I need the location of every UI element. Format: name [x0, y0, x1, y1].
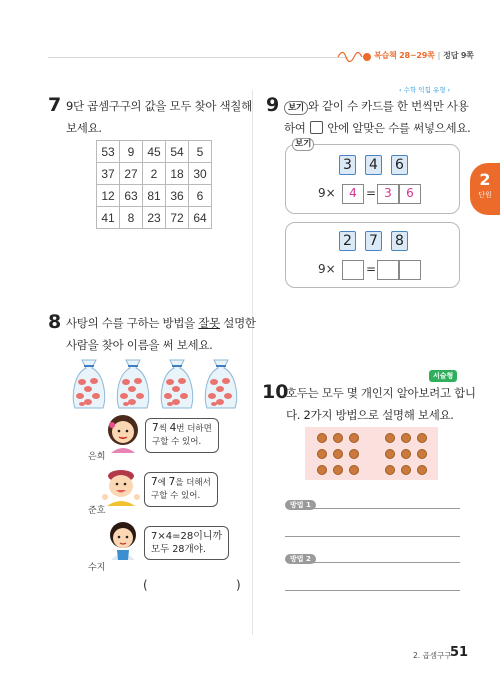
method-2-tag: 방법 2 — [285, 554, 316, 564]
grid-cell[interactable]: 63 — [120, 185, 143, 207]
girl-eunhee-icon — [103, 413, 143, 455]
answer-input-box[interactable] — [377, 260, 399, 280]
problem-10-text — [286, 382, 476, 426]
problem-7-number: 7 — [48, 94, 62, 116]
candy-bag-icon — [70, 356, 108, 412]
candy-bags-illustration — [70, 356, 240, 412]
number-card: 7 — [365, 231, 382, 251]
speech-text: 번 더하면 — [176, 424, 212, 434]
example-equals: = — [366, 186, 377, 200]
header-rule — [48, 57, 348, 58]
example-answer-box: 3 — [377, 184, 399, 204]
example-eq-left: 9× — [318, 186, 336, 200]
answer-input-box[interactable] — [399, 260, 421, 280]
problem-eq-left: 9× — [318, 262, 336, 276]
problem-10-line2: 다. 2가지 방법으로 설명해 보세요. — [286, 408, 454, 422]
answer-paren-close: ) — [236, 578, 241, 592]
problem-equals: = — [366, 262, 377, 276]
grid-cell[interactable]: 5 — [189, 141, 212, 163]
unit-label: 단원 — [478, 191, 492, 199]
grid-cell[interactable]: 9 — [120, 141, 143, 163]
walnut-icon — [401, 465, 411, 475]
answer-input-box[interactable] — [342, 260, 364, 280]
speech-line2: 모두 28개야. — [151, 544, 206, 555]
problem-9-tag-text: 수학 익힘 유형 — [403, 86, 446, 94]
grid-row — [97, 185, 212, 207]
walnuts-illustration — [305, 427, 438, 480]
walnut-icon — [417, 449, 427, 459]
problem-10-line1: 호두는 모두 몇 개인지 알아보려고 합니 — [286, 386, 476, 400]
method-1-answer-line-2[interactable] — [285, 536, 460, 537]
grid-cell[interactable]: 53 — [97, 141, 120, 163]
answer-name-input[interactable] — [152, 578, 234, 596]
grid-row — [97, 207, 212, 229]
problem-10-number: 10 — [262, 381, 289, 403]
walnut-icon — [333, 449, 343, 459]
speech-line1 — [151, 476, 211, 490]
header-reference — [374, 50, 474, 61]
kid-name-eunhee: 은희 — [88, 452, 106, 462]
example-card: 3 — [339, 155, 356, 175]
example-card: 4 — [365, 155, 382, 175]
number-card: 2 — [339, 231, 356, 251]
review-book-label: 복습책 28~29쪽 — [374, 51, 435, 60]
blank-box-icon — [310, 121, 323, 134]
speech-number: 7 — [151, 476, 158, 488]
problem-7-line1: 9단 곱셈구구의 값을 모두 찾아 색칠해 — [66, 99, 252, 113]
grid-cell[interactable]: 8 — [120, 207, 143, 229]
problem-9-line2 — [284, 117, 470, 139]
grid-cell[interactable]: 81 — [143, 185, 166, 207]
speech-text: 을 더해서 — [175, 478, 211, 488]
candy-bag-icon — [114, 356, 152, 412]
speech-line1 — [152, 422, 212, 436]
problem-8-line1-b: 설명한 — [219, 316, 256, 330]
problem-9-line1 — [284, 95, 470, 117]
grid-cell[interactable]: 6 — [189, 185, 212, 207]
problem-8-number: 8 — [48, 311, 62, 333]
problem-7-line2: 보세요. — [66, 121, 102, 135]
grid-cell[interactable]: 27 — [120, 163, 143, 185]
problem-7-text — [66, 95, 252, 139]
unit-side-tab — [470, 163, 500, 215]
walnut-icon — [317, 433, 327, 443]
method-1-tag: 방법 1 — [285, 500, 316, 510]
grid-row — [97, 163, 212, 185]
problem-9-line1-text: 와 같이 수 카드를 한 번씩만 사용 — [307, 99, 469, 113]
grid-cell[interactable]: 41 — [97, 207, 120, 229]
problem-9-tag: ‹ 수학 익힘 유형 › — [399, 86, 451, 94]
method-2-answer-line-2[interactable] — [285, 590, 460, 591]
problem-8-line2: 사람을 찾아 이름을 써 보세요. — [66, 338, 213, 352]
descriptive-badge: 서술형 — [429, 370, 457, 382]
walnut-icon — [349, 449, 359, 459]
header-dot-icon — [363, 53, 371, 61]
boy-junho-icon — [100, 467, 142, 507]
problem-9-number: 9 — [266, 94, 280, 116]
walnut-icon — [385, 449, 395, 459]
grid-cell[interactable]: 36 — [166, 185, 189, 207]
candy-bag-icon — [202, 356, 240, 412]
speech-number: 7 — [168, 476, 176, 488]
multiplication-number-grid — [96, 140, 212, 229]
speech-line2: 구할 수 있어. — [152, 437, 202, 447]
walnut-icon — [317, 465, 327, 475]
bogi-chip: 보기 — [284, 101, 308, 115]
grid-cell[interactable]: 45 — [143, 141, 166, 163]
answer-paren-open: ( — [143, 578, 148, 592]
number-card: 8 — [391, 231, 408, 251]
example-card: 6 — [391, 155, 408, 175]
walnut-icon — [349, 465, 359, 475]
example-panel-label: 보기 — [292, 138, 314, 151]
footer-chapter: 2. 곱셈구구 — [413, 651, 452, 660]
walnut-icon — [385, 465, 395, 475]
method-2-answer-line[interactable] — [312, 562, 460, 563]
speech-bubble-eunhee — [145, 418, 219, 453]
example-answer-box: 6 — [399, 184, 421, 204]
problem-8-line1 — [66, 312, 256, 334]
grid-cell[interactable]: 12 — [97, 185, 120, 207]
walnut-icon — [317, 449, 327, 459]
page-number: 51 — [450, 645, 469, 660]
grid-cell[interactable]: 72 — [166, 207, 189, 229]
speech-text: 에 — [157, 478, 169, 488]
speech-line1: 7×4=28이니까 — [151, 531, 223, 542]
problem-8-underlined-word: 잘못 — [198, 316, 220, 330]
speech-number: 7 — [152, 422, 159, 434]
speech-bubble-suji — [144, 526, 229, 560]
walnut-icon — [333, 433, 343, 443]
grid-cell[interactable]: 54 — [166, 141, 189, 163]
grid-cell[interactable]: 2 — [143, 163, 166, 185]
column-divider — [252, 90, 253, 635]
walnut-icon — [417, 465, 427, 475]
problem-9-line2-a: 하여 — [284, 121, 309, 135]
grid-cell[interactable]: 37 — [97, 163, 120, 185]
example-answer-box: 4 — [342, 184, 364, 204]
problem-9-line2-b: 안에 알맞은 수를 써넣으세요. — [323, 121, 471, 135]
candy-bag-icon — [158, 356, 196, 412]
speech-number: 4 — [169, 422, 177, 434]
grid-cell[interactable]: 23 — [143, 207, 166, 229]
problem-8-text — [66, 312, 256, 356]
speech-bubble-junho — [144, 472, 218, 507]
answer-page-label: 정답 9쪽 — [443, 51, 474, 60]
girl-suji-icon — [103, 520, 143, 562]
speech-line2: 구할 수 있어. — [151, 491, 201, 501]
kid-name-junho: 준호 — [88, 506, 106, 516]
problem-8-line1-a: 사탕의 수를 구하는 방법을 — [66, 316, 199, 330]
walnut-icon — [401, 449, 411, 459]
grid-row — [97, 141, 212, 163]
header-separator: | — [437, 51, 441, 60]
problem-9-text — [284, 95, 470, 139]
speech-text: 씩 — [158, 424, 170, 434]
walnut-icon — [417, 433, 427, 443]
kid-name-suji: 수지 — [88, 563, 106, 573]
unit-number: 2 — [479, 170, 491, 189]
walnut-icon — [333, 465, 343, 475]
walnut-icon — [349, 433, 359, 443]
method-1-answer-line[interactable] — [312, 508, 460, 509]
grid-cell[interactable]: 30 — [189, 163, 212, 185]
walnut-icon — [385, 433, 395, 443]
grid-cell[interactable]: 64 — [189, 207, 212, 229]
header-squiggle-icon — [337, 50, 363, 64]
walnut-icon — [401, 433, 411, 443]
grid-cell[interactable]: 18 — [166, 163, 189, 185]
